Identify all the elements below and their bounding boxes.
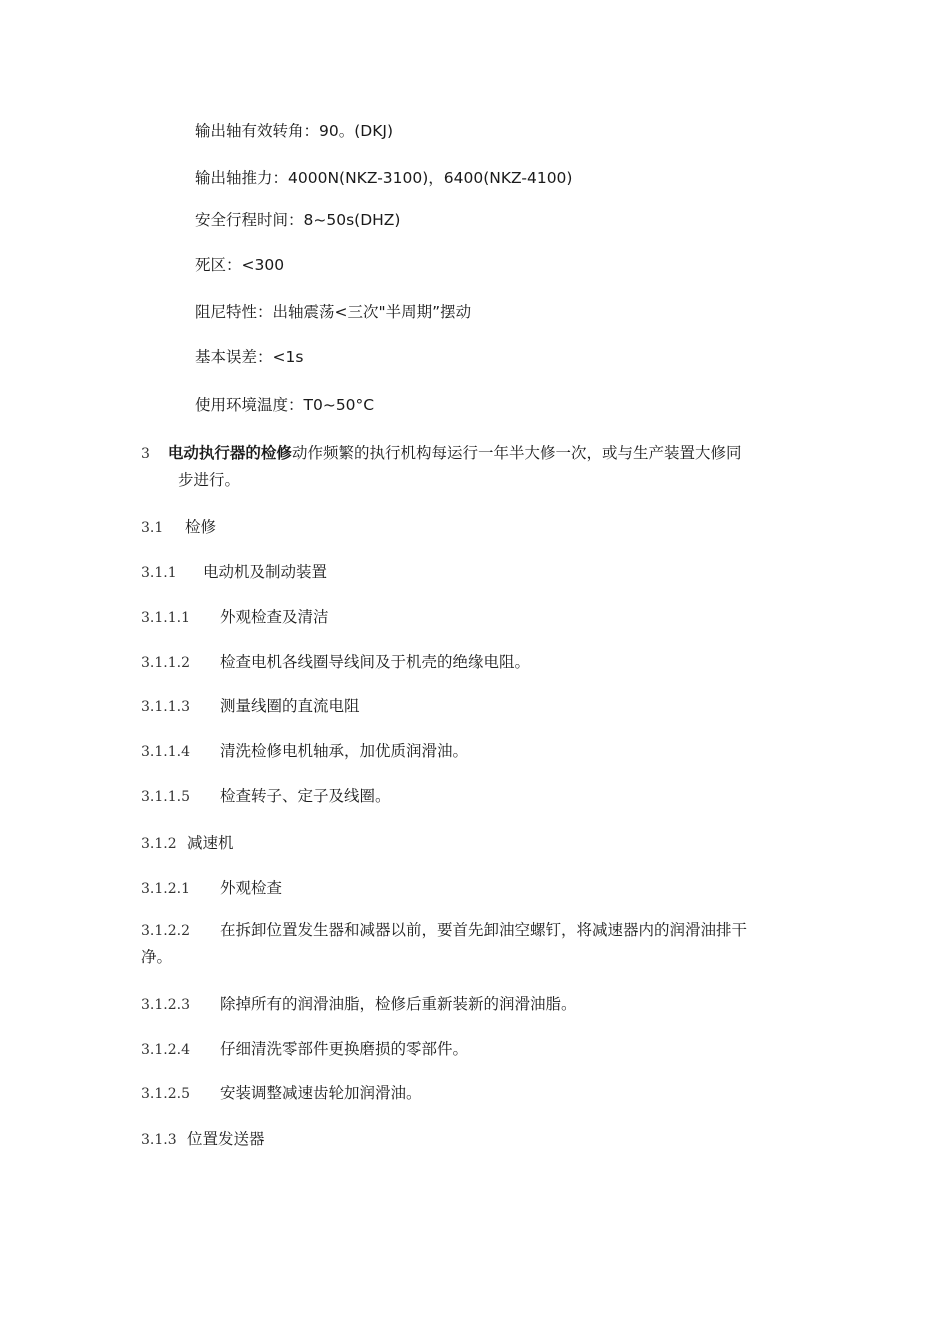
item-text: 电动机及制动装置 [203,563,328,581]
item-text: 检修 [185,518,217,536]
item-text: 检查电机各线圈导线间及于机壳的绝缘电阻。 [220,653,531,671]
item-number: 3.1.1.3 [141,699,190,715]
item-number: 3.1.1.2 [141,655,190,671]
item-number: 3.1.3 [141,1132,177,1148]
item-number: 3.1.1.4 [141,744,190,760]
spec-basic-error: 基本误差：<1s [195,348,304,366]
item-text: 除掉所有的润滑油脂，检修后重新装新的润滑油脂。 [220,995,577,1013]
list-item [141,994,577,1015]
list-item [141,607,329,628]
item-number: 3.1 [141,520,164,536]
list-item [141,786,391,807]
list-item [141,696,360,717]
item-text: 检查转子、定子及线圈。 [220,787,391,805]
section-3-text-continued: 步进行。 [178,471,241,489]
item-number: 3.1.2 [141,836,177,852]
spec-damping: 阻尼特性：出轴震荡<三次"半周期”摆动 [195,303,472,321]
item-text: 安装调整减速齿轮加润滑油。 [220,1084,422,1102]
item-number: 3.1.1.5 [141,789,190,805]
item-number: 3.1.1 [141,565,177,581]
list-item [141,1039,468,1060]
item-text: 在拆卸位置发生器和减器以前，要首先卸油空螺钉，将减速器内的润滑油排干 [220,921,748,939]
item-number: 3.1.2.5 [141,1086,190,1102]
item-text: 外观检查 [220,879,283,897]
item-text: 测量线圈的直流电阻 [220,697,360,715]
list-item [141,1129,265,1150]
list-item-continued: 净。 [141,948,173,966]
list-item [141,652,530,673]
section-3-number: 3 [141,446,150,462]
item-number: 3.1.2.4 [141,1042,190,1058]
list-item [141,1083,422,1104]
list-item [141,878,282,899]
item-number: 3.1.2.3 [141,997,190,1013]
item-text: 清洗检修电机轴承，加优质润滑油。 [220,742,469,760]
spec-travel-time: 安全行程时间：8~50s(DHZ) [195,211,401,229]
spec-ambient-temperature: 使用环境温度：T0~50°C [195,396,375,414]
section-3-heading [141,443,741,463]
section-3-text: 动作频繁的执行机构每运行一年半大修一次，或与生产装置大修同 [291,444,742,462]
item-number: 3.1.1.1 [141,610,190,626]
list-item [141,833,234,854]
list-item [141,920,747,941]
item-text: 外观检查及清洁 [220,608,329,626]
item-text: 减速机 [187,834,234,852]
list-item [141,562,327,583]
spec-output-thrust: 输出轴推力：4000N(NKZ-3100)，6400(NKZ-4100) [195,169,573,187]
list-item [141,517,216,538]
item-text: 仔细清洗零部件更换磨损的零部件。 [220,1040,469,1058]
spec-dead-zone: 死区：<300 [195,256,285,274]
item-text: 位置发送器 [187,1130,265,1148]
item-number: 3.1.2.2 [141,923,190,939]
spec-output-angle: 输出轴有效转角：90。(DKJ) [195,122,393,140]
section-3-title: 电动执行器的检修 [167,444,292,462]
list-item [141,741,468,762]
item-number: 3.1.2.1 [141,881,190,897]
